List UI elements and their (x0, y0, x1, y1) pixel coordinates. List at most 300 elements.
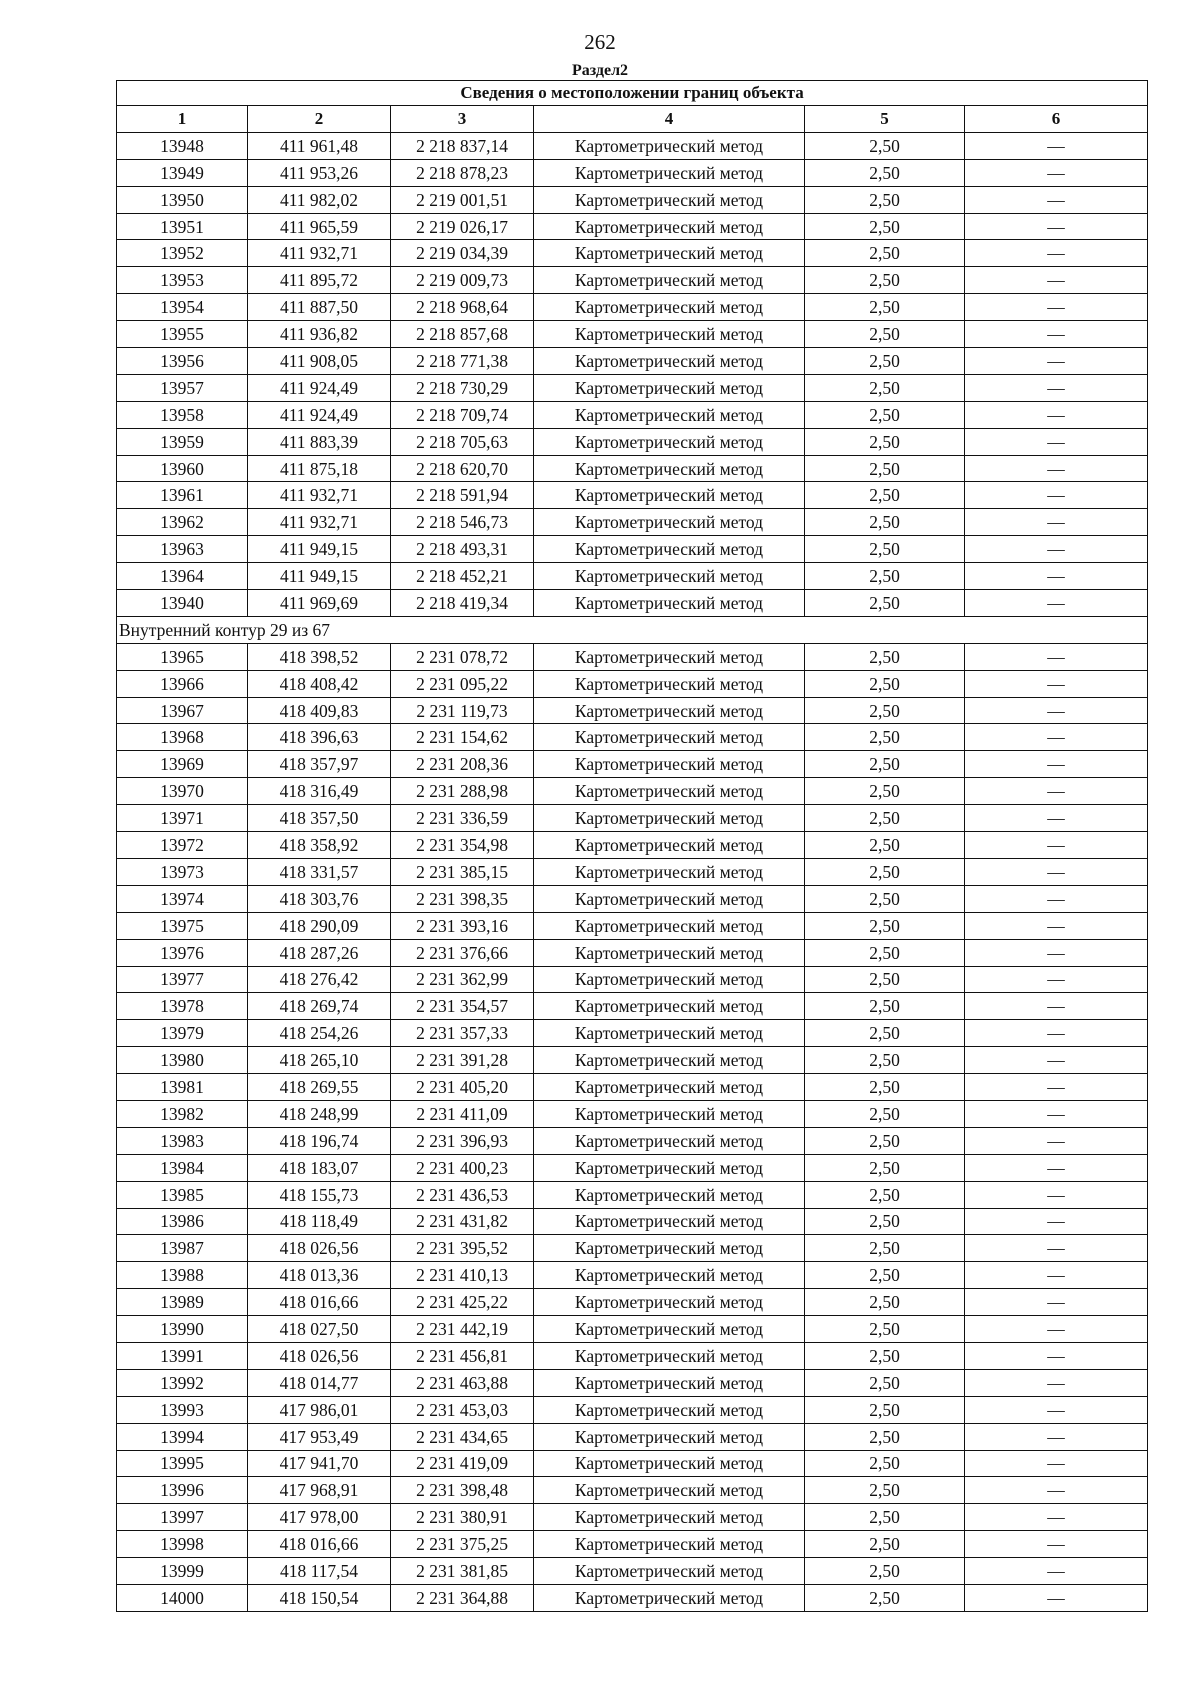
accuracy-cell: 2,50 (805, 751, 965, 778)
coord-x-cell: 418 276,42 (248, 966, 391, 993)
method-cell: Картометрический метод (534, 590, 805, 617)
point-number-cell: 13967 (117, 697, 248, 724)
coord-y-cell: 2 218 968,64 (391, 294, 534, 321)
method-cell: Картометрический метод (534, 1289, 805, 1316)
note-cell: — (965, 374, 1148, 401)
coord-y-cell: 2 218 730,29 (391, 374, 534, 401)
coord-x-cell: 418 183,07 (248, 1154, 391, 1181)
note-cell: — (965, 294, 1148, 321)
coord-x-cell: 411 932,71 (248, 240, 391, 267)
coord-x-cell: 417 953,49 (248, 1423, 391, 1450)
coord-y-cell: 2 231 288,98 (391, 778, 534, 805)
point-number-cell: 13997 (117, 1504, 248, 1531)
coord-y-cell: 2 231 411,09 (391, 1100, 534, 1127)
method-cell: Картометрический метод (534, 1262, 805, 1289)
method-cell: Картометрический метод (534, 1127, 805, 1154)
method-cell: Картометрический метод (534, 348, 805, 375)
accuracy-cell: 2,50 (805, 563, 965, 590)
coord-x-cell: 411 949,15 (248, 536, 391, 563)
note-cell: — (965, 1369, 1148, 1396)
point-number-cell: 13958 (117, 401, 248, 428)
accuracy-cell: 2,50 (805, 401, 965, 428)
method-cell: Картометрический метод (534, 751, 805, 778)
coord-y-cell: 2 218 709,74 (391, 401, 534, 428)
table-row (117, 805, 1148, 832)
method-cell: Картометрический метод (534, 132, 805, 159)
accuracy-cell: 2,50 (805, 482, 965, 509)
table-row (117, 374, 1148, 401)
coord-y-cell: 2 218 878,23 (391, 159, 534, 186)
method-cell: Картометрический метод (534, 1100, 805, 1127)
note-cell: — (965, 1423, 1148, 1450)
method-cell: Картометрический метод (534, 993, 805, 1020)
table-row (117, 1477, 1148, 1504)
coord-y-cell: 2 231 362,99 (391, 966, 534, 993)
note-cell: — (965, 348, 1148, 375)
note-cell: — (965, 267, 1148, 294)
accuracy-cell: 2,50 (805, 1369, 965, 1396)
coord-y-cell: 2 231 398,35 (391, 885, 534, 912)
table-row (117, 1181, 1148, 1208)
method-cell: Картометрический метод (534, 1423, 805, 1450)
method-cell: Картометрический метод (534, 374, 805, 401)
note-cell: — (965, 912, 1148, 939)
accuracy-cell: 2,50 (805, 939, 965, 966)
column-header: 6 (965, 106, 1148, 133)
method-cell: Картометрический метод (534, 1047, 805, 1074)
point-number-cell: 13988 (117, 1262, 248, 1289)
method-cell: Картометрический метод (534, 643, 805, 670)
table-header-row (117, 106, 1148, 133)
table-row (117, 1074, 1148, 1101)
coord-x-cell: 418 269,74 (248, 993, 391, 1020)
point-number-cell: 13981 (117, 1074, 248, 1101)
coord-y-cell: 2 231 463,88 (391, 1369, 534, 1396)
accuracy-cell: 2,50 (805, 1181, 965, 1208)
point-number-cell: 13964 (117, 563, 248, 590)
point-number-cell: 13975 (117, 912, 248, 939)
note-cell: — (965, 1316, 1148, 1343)
accuracy-cell: 2,50 (805, 1020, 965, 1047)
coord-x-cell: 418 358,92 (248, 832, 391, 859)
accuracy-cell: 2,50 (805, 1396, 965, 1423)
column-header: 5 (805, 106, 965, 133)
note-cell: — (965, 670, 1148, 697)
table-row (117, 536, 1148, 563)
coord-y-cell: 2 231 354,57 (391, 993, 534, 1020)
method-cell: Картометрический метод (534, 1316, 805, 1343)
coord-x-cell: 418 196,74 (248, 1127, 391, 1154)
point-number-cell: 13996 (117, 1477, 248, 1504)
point-number-cell: 13977 (117, 966, 248, 993)
coord-x-cell: 411 982,02 (248, 186, 391, 213)
coord-x-cell: 418 408,42 (248, 670, 391, 697)
point-number-cell: 14000 (117, 1584, 248, 1611)
table-row (117, 186, 1148, 213)
coord-y-cell: 2 231 391,28 (391, 1047, 534, 1074)
coord-x-cell: 418 016,66 (248, 1531, 391, 1558)
point-number-cell: 13960 (117, 455, 248, 482)
coord-y-cell: 2 231 364,88 (391, 1584, 534, 1611)
point-number-cell: 13999 (117, 1558, 248, 1585)
table-row (117, 213, 1148, 240)
table-row (117, 1450, 1148, 1477)
method-cell: Картометрический метод (534, 805, 805, 832)
point-number-cell: 13962 (117, 509, 248, 536)
coord-x-cell: 417 941,70 (248, 1450, 391, 1477)
point-number-cell: 13953 (117, 267, 248, 294)
section-title: Раздел2 (571, 62, 629, 79)
coord-x-cell: 411 887,50 (248, 294, 391, 321)
coord-y-cell: 2 231 381,85 (391, 1558, 534, 1585)
accuracy-cell: 2,50 (805, 213, 965, 240)
point-number-cell: 13987 (117, 1235, 248, 1262)
accuracy-cell: 2,50 (805, 1208, 965, 1235)
point-number-cell: 13978 (117, 993, 248, 1020)
coord-y-cell: 2 218 452,21 (391, 563, 534, 590)
point-number-cell: 13965 (117, 643, 248, 670)
method-cell: Картометрический метод (534, 1020, 805, 1047)
coord-x-cell: 411 949,15 (248, 563, 391, 590)
coord-x-cell: 418 287,26 (248, 939, 391, 966)
table-row (117, 1316, 1148, 1343)
table-row (117, 1020, 1148, 1047)
method-cell: Картометрический метод (534, 509, 805, 536)
coord-y-cell: 2 219 034,39 (391, 240, 534, 267)
table-row (117, 670, 1148, 697)
method-cell: Картометрический метод (534, 428, 805, 455)
note-cell: — (965, 885, 1148, 912)
table-row (117, 1584, 1148, 1611)
table-row (117, 939, 1148, 966)
accuracy-cell: 2,50 (805, 1100, 965, 1127)
note-cell: — (965, 1531, 1148, 1558)
note-cell: — (965, 590, 1148, 617)
method-cell: Картометрический метод (534, 912, 805, 939)
note-cell: — (965, 482, 1148, 509)
note-cell: — (965, 805, 1148, 832)
coord-x-cell: 411 932,71 (248, 509, 391, 536)
method-cell: Картометрический метод (534, 563, 805, 590)
table-row (117, 1289, 1148, 1316)
accuracy-cell: 2,50 (805, 590, 965, 617)
point-number-cell: 13948 (117, 132, 248, 159)
table-row (117, 482, 1148, 509)
accuracy-cell: 2,50 (805, 159, 965, 186)
method-cell: Картометрический метод (534, 885, 805, 912)
column-header: 4 (534, 106, 805, 133)
coord-x-cell: 418 254,26 (248, 1020, 391, 1047)
table-row (117, 563, 1148, 590)
coord-y-cell: 2 231 208,36 (391, 751, 534, 778)
coord-x-cell: 418 265,10 (248, 1047, 391, 1074)
coord-x-cell: 417 968,91 (248, 1477, 391, 1504)
accuracy-cell: 2,50 (805, 455, 965, 482)
table-row (117, 885, 1148, 912)
coord-x-cell: 417 978,00 (248, 1504, 391, 1531)
coord-y-cell: 2 218 546,73 (391, 509, 534, 536)
coord-y-cell: 2 231 336,59 (391, 805, 534, 832)
table-caption: Сведения о местоположении границ объекта (117, 81, 1148, 106)
table-row (117, 1558, 1148, 1585)
accuracy-cell: 2,50 (805, 1262, 965, 1289)
accuracy-cell: 2,50 (805, 832, 965, 859)
coord-x-cell: 411 924,49 (248, 374, 391, 401)
accuracy-cell: 2,50 (805, 348, 965, 375)
column-header: 1 (117, 106, 248, 133)
note-cell: — (965, 1450, 1148, 1477)
method-cell: Картометрический метод (534, 213, 805, 240)
coord-x-cell: 411 924,49 (248, 401, 391, 428)
method-cell: Картометрический метод (534, 294, 805, 321)
accuracy-cell: 2,50 (805, 643, 965, 670)
coord-y-cell: 2 231 400,23 (391, 1154, 534, 1181)
coord-y-cell: 2 231 405,20 (391, 1074, 534, 1101)
accuracy-cell: 2,50 (805, 1154, 965, 1181)
point-number-cell: 13968 (117, 724, 248, 751)
accuracy-cell: 2,50 (805, 1289, 965, 1316)
note-cell: — (965, 1020, 1148, 1047)
coord-y-cell: 2 219 026,17 (391, 213, 534, 240)
coord-y-cell: 2 231 396,93 (391, 1127, 534, 1154)
boundary-table (116, 80, 1148, 1612)
coord-x-cell: 418 269,55 (248, 1074, 391, 1101)
coord-y-cell: 2 231 154,62 (391, 724, 534, 751)
coord-x-cell: 418 357,50 (248, 805, 391, 832)
point-number-cell: 13983 (117, 1127, 248, 1154)
note-cell: — (965, 1396, 1148, 1423)
note-cell: — (965, 1477, 1148, 1504)
accuracy-cell: 2,50 (805, 186, 965, 213)
coord-y-cell: 2 231 431,82 (391, 1208, 534, 1235)
note-cell: — (965, 1504, 1148, 1531)
coord-x-cell: 417 986,01 (248, 1396, 391, 1423)
coord-y-cell: 2 219 009,73 (391, 267, 534, 294)
accuracy-cell: 2,50 (805, 321, 965, 348)
point-number-cell: 13952 (117, 240, 248, 267)
method-cell: Картометрический метод (534, 1396, 805, 1423)
table-row (117, 724, 1148, 751)
point-number-cell: 13955 (117, 321, 248, 348)
table-row (117, 455, 1148, 482)
point-number-cell: 13984 (117, 1154, 248, 1181)
method-cell: Картометрический метод (534, 1531, 805, 1558)
coord-y-cell: 2 231 078,72 (391, 643, 534, 670)
accuracy-cell: 2,50 (805, 1504, 965, 1531)
table-row (117, 1396, 1148, 1423)
method-cell: Картометрический метод (534, 267, 805, 294)
coord-x-cell: 418 016,66 (248, 1289, 391, 1316)
point-number-cell: 13956 (117, 348, 248, 375)
note-cell: — (965, 643, 1148, 670)
point-number-cell: 13963 (117, 536, 248, 563)
accuracy-cell: 2,50 (805, 966, 965, 993)
coord-x-cell: 411 908,05 (248, 348, 391, 375)
coord-x-cell: 411 961,48 (248, 132, 391, 159)
table-row (117, 159, 1148, 186)
coord-x-cell: 411 969,69 (248, 590, 391, 617)
note-cell: — (965, 1047, 1148, 1074)
contour-label: Внутренний контур 29 из 67 (117, 616, 1148, 643)
table-row (117, 267, 1148, 294)
coord-y-cell: 2 231 398,48 (391, 1477, 534, 1504)
accuracy-cell: 2,50 (805, 670, 965, 697)
coord-y-cell: 2 231 434,65 (391, 1423, 534, 1450)
note-cell: — (965, 321, 1148, 348)
table-row (117, 643, 1148, 670)
note-cell: — (965, 428, 1148, 455)
method-cell: Картометрический метод (534, 939, 805, 966)
point-number-cell: 13979 (117, 1020, 248, 1047)
table-row (117, 401, 1148, 428)
point-number-cell: 13957 (117, 374, 248, 401)
table-row (117, 294, 1148, 321)
table-row (117, 240, 1148, 267)
coord-y-cell: 2 218 771,38 (391, 348, 534, 375)
coord-y-cell: 2 218 419,34 (391, 590, 534, 617)
coord-x-cell: 418 118,49 (248, 1208, 391, 1235)
table-row (117, 1235, 1148, 1262)
method-cell: Картометрический метод (534, 724, 805, 751)
method-cell: Картометрический метод (534, 1208, 805, 1235)
coord-x-cell: 418 409,83 (248, 697, 391, 724)
table-caption-row (117, 81, 1148, 106)
method-cell: Картометрический метод (534, 401, 805, 428)
method-cell: Картометрический метод (534, 1504, 805, 1531)
coord-x-cell: 418 290,09 (248, 912, 391, 939)
note-cell: — (965, 563, 1148, 590)
point-number-cell: 13991 (117, 1342, 248, 1369)
accuracy-cell: 2,50 (805, 805, 965, 832)
point-number-cell: 13980 (117, 1047, 248, 1074)
table-row (117, 993, 1148, 1020)
coord-y-cell: 2 231 442,19 (391, 1316, 534, 1343)
point-number-cell: 13972 (117, 832, 248, 859)
note-cell: — (965, 1127, 1148, 1154)
table-row (117, 1262, 1148, 1289)
point-number-cell: 13993 (117, 1396, 248, 1423)
coord-x-cell: 418 026,56 (248, 1342, 391, 1369)
accuracy-cell: 2,50 (805, 885, 965, 912)
coord-x-cell: 411 895,72 (248, 267, 391, 294)
coord-y-cell: 2 231 095,22 (391, 670, 534, 697)
note-cell: — (965, 1235, 1148, 1262)
table-row (117, 1047, 1148, 1074)
table-row (117, 966, 1148, 993)
point-number-cell: 13995 (117, 1450, 248, 1477)
method-cell: Картометрический метод (534, 858, 805, 885)
accuracy-cell: 2,50 (805, 912, 965, 939)
coord-x-cell: 418 027,50 (248, 1316, 391, 1343)
table-row (117, 348, 1148, 375)
accuracy-cell: 2,50 (805, 1584, 965, 1611)
table-row (117, 751, 1148, 778)
coord-x-cell: 418 150,54 (248, 1584, 391, 1611)
accuracy-cell: 2,50 (805, 1531, 965, 1558)
coord-y-cell: 2 219 001,51 (391, 186, 534, 213)
point-number-cell: 13973 (117, 858, 248, 885)
accuracy-cell: 2,50 (805, 267, 965, 294)
method-cell: Картометрический метод (534, 1342, 805, 1369)
coord-y-cell: 2 218 493,31 (391, 536, 534, 563)
contour-row (117, 616, 1148, 643)
table-row (117, 1369, 1148, 1396)
method-cell: Картометрический метод (534, 1558, 805, 1585)
coord-x-cell: 418 117,54 (248, 1558, 391, 1585)
accuracy-cell: 2,50 (805, 132, 965, 159)
accuracy-cell: 2,50 (805, 1316, 965, 1343)
table-row (117, 428, 1148, 455)
point-number-cell: 13966 (117, 670, 248, 697)
note-cell: — (965, 132, 1148, 159)
method-cell: Картометрический метод (534, 832, 805, 859)
coord-y-cell: 2 231 419,09 (391, 1450, 534, 1477)
accuracy-cell: 2,50 (805, 374, 965, 401)
point-number-cell: 13989 (117, 1289, 248, 1316)
note-cell: — (965, 993, 1148, 1020)
note-cell: — (965, 778, 1148, 805)
note-cell: — (965, 240, 1148, 267)
coord-y-cell: 2 218 620,70 (391, 455, 534, 482)
method-cell: Картометрический метод (534, 1154, 805, 1181)
note-cell: — (965, 1342, 1148, 1369)
accuracy-cell: 2,50 (805, 294, 965, 321)
accuracy-cell: 2,50 (805, 509, 965, 536)
method-cell: Картометрический метод (534, 482, 805, 509)
coord-x-cell: 418 303,76 (248, 885, 391, 912)
coord-y-cell: 2 231 456,81 (391, 1342, 534, 1369)
coord-x-cell: 418 013,36 (248, 1262, 391, 1289)
note-cell: — (965, 186, 1148, 213)
method-cell: Картометрический метод (534, 1369, 805, 1396)
coord-x-cell: 411 965,59 (248, 213, 391, 240)
table-row (117, 321, 1148, 348)
method-cell: Картометрический метод (534, 670, 805, 697)
coord-x-cell: 411 883,39 (248, 428, 391, 455)
table-row (117, 858, 1148, 885)
point-number-cell: 13974 (117, 885, 248, 912)
point-number-cell: 13969 (117, 751, 248, 778)
coord-x-cell: 418 331,57 (248, 858, 391, 885)
table-row (117, 132, 1148, 159)
point-number-cell: 13982 (117, 1100, 248, 1127)
note-cell: — (965, 1154, 1148, 1181)
point-number-cell: 13940 (117, 590, 248, 617)
point-number-cell: 13951 (117, 213, 248, 240)
accuracy-cell: 2,50 (805, 724, 965, 751)
coord-y-cell: 2 218 705,63 (391, 428, 534, 455)
page-number: 262 (584, 30, 616, 54)
accuracy-cell: 2,50 (805, 1450, 965, 1477)
accuracy-cell: 2,50 (805, 993, 965, 1020)
method-cell: Картометрический метод (534, 966, 805, 993)
table-row (117, 1208, 1148, 1235)
note-cell: — (965, 536, 1148, 563)
point-number-cell: 13971 (117, 805, 248, 832)
coord-y-cell: 2 231 393,16 (391, 912, 534, 939)
method-cell: Картометрический метод (534, 536, 805, 563)
method-cell: Картометрический метод (534, 321, 805, 348)
coord-x-cell: 418 248,99 (248, 1100, 391, 1127)
accuracy-cell: 2,50 (805, 1127, 965, 1154)
note-cell: — (965, 697, 1148, 724)
method-cell: Картометрический метод (534, 1074, 805, 1101)
point-number-cell: 13998 (117, 1531, 248, 1558)
table-row (117, 509, 1148, 536)
point-number-cell: 13986 (117, 1208, 248, 1235)
method-cell: Картометрический метод (534, 1584, 805, 1611)
accuracy-cell: 2,50 (805, 1558, 965, 1585)
